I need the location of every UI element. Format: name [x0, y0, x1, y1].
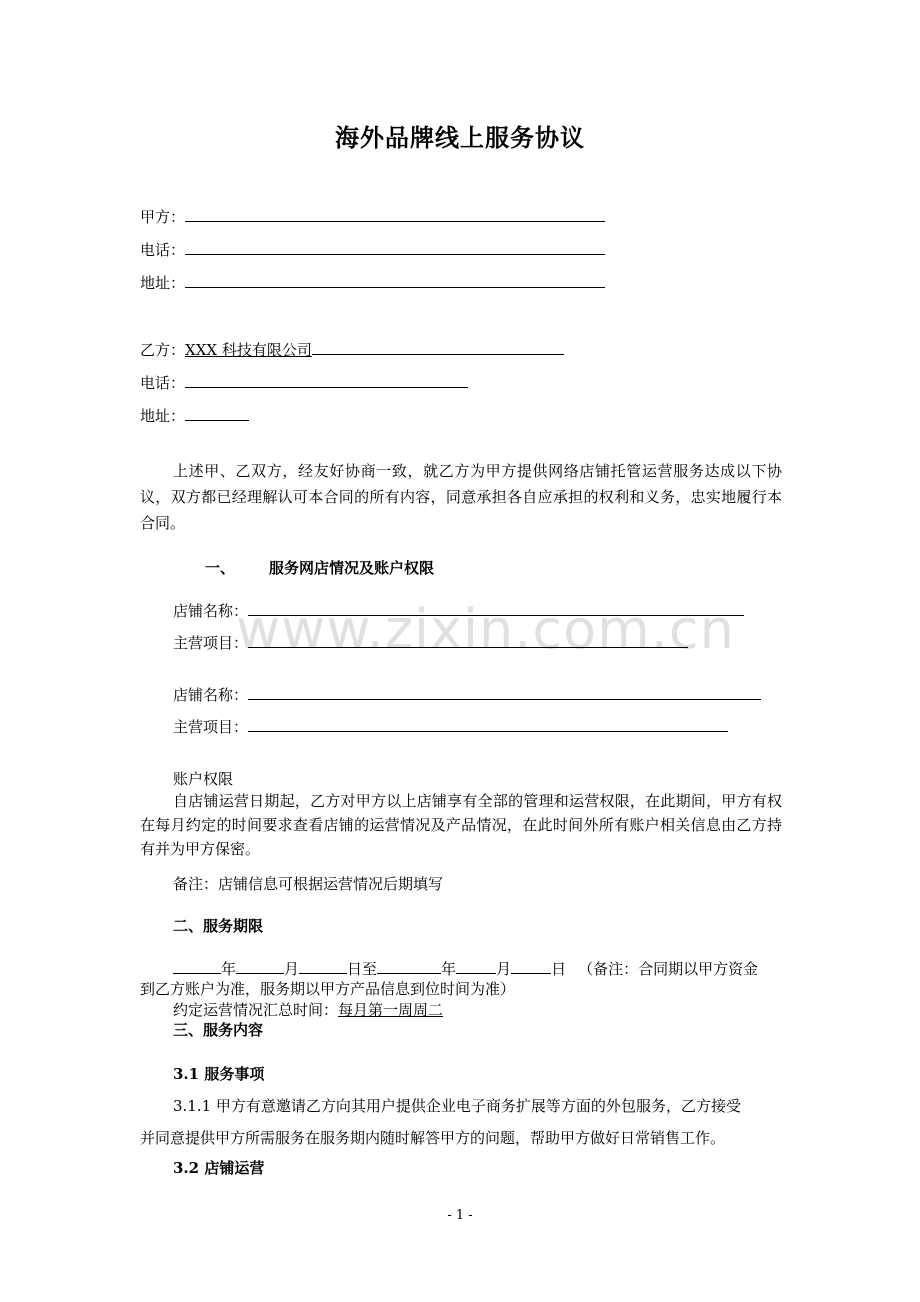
store2-name-label: 店铺名称： [173, 686, 249, 704]
party-b-phone-field[interactable] [185, 371, 468, 388]
store2-name-row [173, 683, 761, 706]
store2-items-row [173, 715, 728, 738]
section2-heading: 二、服务期限 [173, 917, 264, 935]
end-year-field[interactable] [377, 957, 441, 974]
party-a-address-label: 地址： [140, 274, 186, 292]
party-a-phone-field[interactable] [185, 238, 605, 255]
party-b-name-field[interactable] [312, 338, 564, 355]
day-to-label: 日至 [347, 960, 378, 978]
store2-items-label: 主营项目： [173, 718, 249, 736]
party-b-name-row [140, 338, 564, 361]
summary-time-row [173, 999, 443, 1021]
party-a-name-label: 甲方： [140, 208, 186, 226]
start-day-field[interactable] [299, 957, 347, 974]
watermark: www.zixin.com.cn [236, 598, 735, 661]
month-label: 月 [284, 960, 300, 978]
party-b-address-field[interactable] [185, 404, 249, 421]
start-month-field[interactable] [236, 957, 284, 974]
section3-1-text-line2: 并同意提供甲方所需服务在服务期内随时解答甲方的问题，帮助甲方做好日常销售工作。 [140, 1129, 726, 1147]
party-b-address-row [140, 404, 249, 427]
end-month-field[interactable] [456, 957, 496, 974]
store1-name-label: 店铺名称： [173, 602, 249, 620]
service-period-row [173, 957, 758, 980]
section3-heading: 三、服务内容 [173, 1021, 264, 1039]
intro-paragraph: 上述甲、乙双方，经友好协商一致，就乙方为甲方提供网络店铺托管运营服务达成以下协议，双方都已经理解认可本合同的所有内容，同意承担各自应承担的权利和义务，忠实地履行本合同。 [140, 462, 782, 532]
summary-time-value: 每月第一周周二 [338, 1001, 444, 1019]
year-label: 年 [221, 960, 237, 978]
period-note-part1: （备注：合同期以甲方资金 [578, 960, 759, 978]
summary-time-label: 约定运营情况汇总时间： [173, 1001, 339, 1019]
party-b-name-label: 乙方： [140, 341, 186, 359]
section3-1-text-line1: 3.1.1 甲方有意邀请乙方向其用户提供企业电子商务扩展等方面的外包服务，乙方接受 [173, 1097, 741, 1115]
party-b-address-label: 地址： [140, 407, 186, 425]
store2-items-field[interactable] [248, 715, 728, 732]
party-a-address-row [140, 271, 605, 294]
store1-items-label: 主营项目： [173, 634, 249, 652]
period-note-part2: 到乙方账户为准，服务期以甲方产品信息到位时间为准） [140, 980, 516, 998]
end-month-label: 月 [496, 960, 512, 978]
account-heading: 账户权限 [173, 770, 234, 788]
party-b-phone-label: 电话： [140, 374, 186, 392]
section3-1-heading: 3.1 服务事项 [173, 1065, 265, 1083]
party-a-name-field[interactable] [185, 205, 605, 222]
page-number: - 1 - [447, 1208, 473, 1223]
party-a-name-row [140, 205, 605, 228]
store2-name-field[interactable] [248, 683, 761, 700]
store-note: 备注：店铺信息可根据运营情况后期填写 [173, 875, 444, 893]
party-a-address-field[interactable] [185, 271, 605, 288]
account-paragraph: 自店铺运营日期起，乙方对甲方以上店铺享有全部的管理和运营权限，在此期间，甲方有权在每月约定的时间要求查看店铺的运营情况及产品情况，在此时间外所有账户相关信息由乙方持有并为甲方保密。 [140, 792, 782, 858]
section3-2-heading: 3.2 店铺运营 [173, 1159, 265, 1177]
end-year-label: 年 [441, 960, 457, 978]
party-b-phone-row [140, 371, 468, 394]
end-day-label: 日 [551, 960, 567, 978]
start-year-field[interactable] [173, 957, 221, 974]
section1-heading: 服务网店情况及账户权限 [269, 559, 435, 577]
party-a-phone-row [140, 238, 605, 261]
page-title: 海外品牌线上服务协议 [335, 123, 585, 152]
section1-number: 一、 [205, 559, 236, 577]
party-b-name-value: XXX 科技有限公司 [185, 341, 312, 359]
end-day-field[interactable] [511, 957, 551, 974]
party-a-phone-label: 电话： [140, 241, 186, 259]
section1-heading-row [205, 557, 434, 579]
